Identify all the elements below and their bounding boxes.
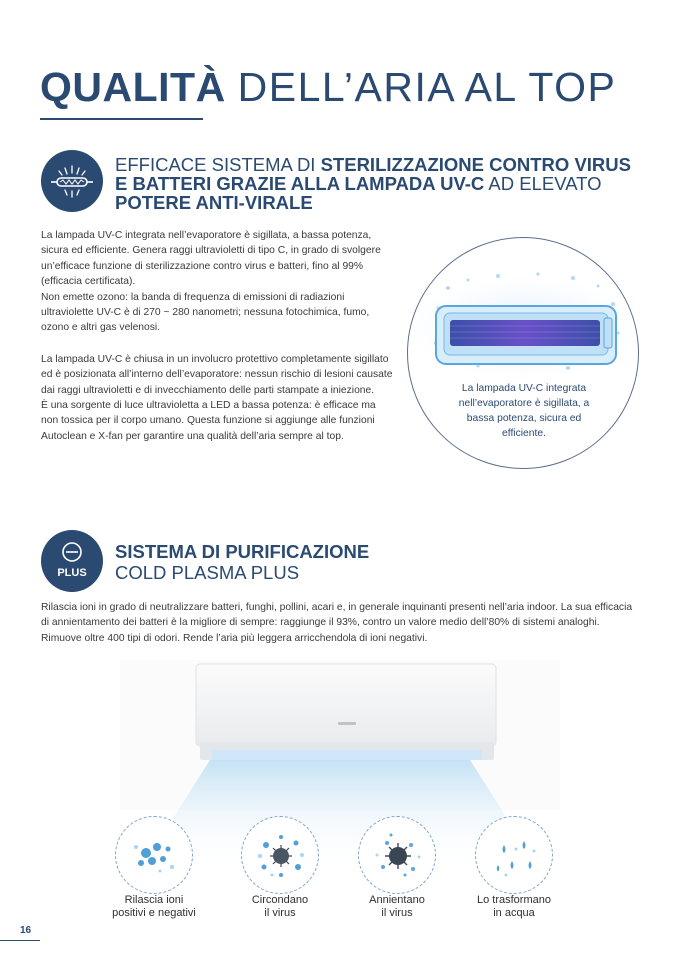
step-label-line: positivi e negativi xyxy=(112,907,196,919)
step-label xyxy=(464,894,564,920)
step-label xyxy=(347,894,447,920)
section2-heading xyxy=(115,541,369,583)
step-label-line: in acqua xyxy=(493,907,535,919)
paragraph: La lampada UV-C è chiusa in un involucro protettivo completamente sigillato ed è posizionata all’interno dell’evaporatore: nessun rischio di lesioni causate dai raggi ultravioletti e di invecchiamento delle parti stampate a iniezione. xyxy=(41,353,393,396)
step-label-line: Rilascia ioni xyxy=(124,894,184,906)
water-drops-icon xyxy=(475,816,553,894)
step-label-line: Circondano xyxy=(251,894,309,906)
paragraph: La lampada UV-C integrata nell’evaporatore è sigillata, a bassa potenza, sicura ed efficiente. Genera raggi ultravioletti di tipo C, in grado di svolgere un’efficace funzione di sterilizzazione contro virus e batteri, fino al 99% (efficacia certificata). xyxy=(41,230,381,288)
evaporator-image xyxy=(408,238,639,378)
section2-text: Rilascia ioni in grado di neutralizzare batteri, funghi, pollini, acari e, in generale inquinanti presenti nell’aria indoor. La sua efficacia di annientamento dei batteri è la migliore di sempre: raggiunge il 93%, contro un valore medio dell’80% di sistemi analoghi. Rimuove oltre 400 tipi di odori. Rende l’aria più leggera arricchendola di ioni negativi. xyxy=(41,602,633,644)
heading-part-bold: STERILIZZAZIONE CONTRO VIRUS E BATTERI GRAZIE ALLA LAMPADA UV-C xyxy=(115,154,631,194)
step-label-line: il virus xyxy=(264,907,296,919)
step-label-line: Lo trasformano xyxy=(477,894,551,906)
section1-text xyxy=(41,228,393,444)
plasma-plus-icon xyxy=(41,530,103,592)
heading-part: AD ELEVATO xyxy=(484,173,602,194)
step-label-line: il virus xyxy=(381,907,413,919)
plus-label: PLUS xyxy=(57,567,87,579)
step-label xyxy=(230,894,330,920)
step-label-line: Annientano xyxy=(369,894,425,906)
heading-part: EFFICACE SISTEMA DI xyxy=(115,154,321,175)
step-label xyxy=(104,894,204,920)
paragraph: Non emette ozono: la banda di frequenza di emissioni di radiazioni ultraviolette UV-C è di 270 ~ 280 nanometri; nessuna fotochimica, fumo, ozono e altri gas velenosi. xyxy=(41,291,370,334)
virus-destroyed-icon xyxy=(358,816,436,894)
virus-surrounded-icon xyxy=(241,816,319,894)
page-number-rule xyxy=(0,940,40,941)
heading-light: COLD PLASMA PLUS xyxy=(115,562,300,583)
page-title xyxy=(40,64,616,111)
title-underline xyxy=(40,118,203,120)
ions-icon xyxy=(115,816,193,894)
uv-lamp-icon xyxy=(41,150,103,212)
section1-heading xyxy=(115,155,635,212)
paragraph: È una sorgente di luce ultravioletta a LED a bassa potenza: è efficace ma non tossica per il corpo umano. Questa funzione si aggiunge alle funzioni Autoclean e X-fan per garantire una qualità dell’aria sempre al top. xyxy=(41,400,376,442)
heading-part-bold: POTERE ANTI-VIRALE xyxy=(115,192,313,213)
title-bold: QUALITÀ xyxy=(40,64,226,110)
title-light: DELL’ARIA AL TOP xyxy=(237,64,617,110)
page-number: 16 xyxy=(20,925,32,936)
uv-caption: La lampada UV-C integrata nell’evaporatore è sigillata, a bassa potenza, sicura ed efficiente. xyxy=(458,383,590,439)
uv-lamp-illustration xyxy=(407,237,639,469)
heading-bold: SISTEMA DI PURIFICAZIONE xyxy=(115,541,370,562)
